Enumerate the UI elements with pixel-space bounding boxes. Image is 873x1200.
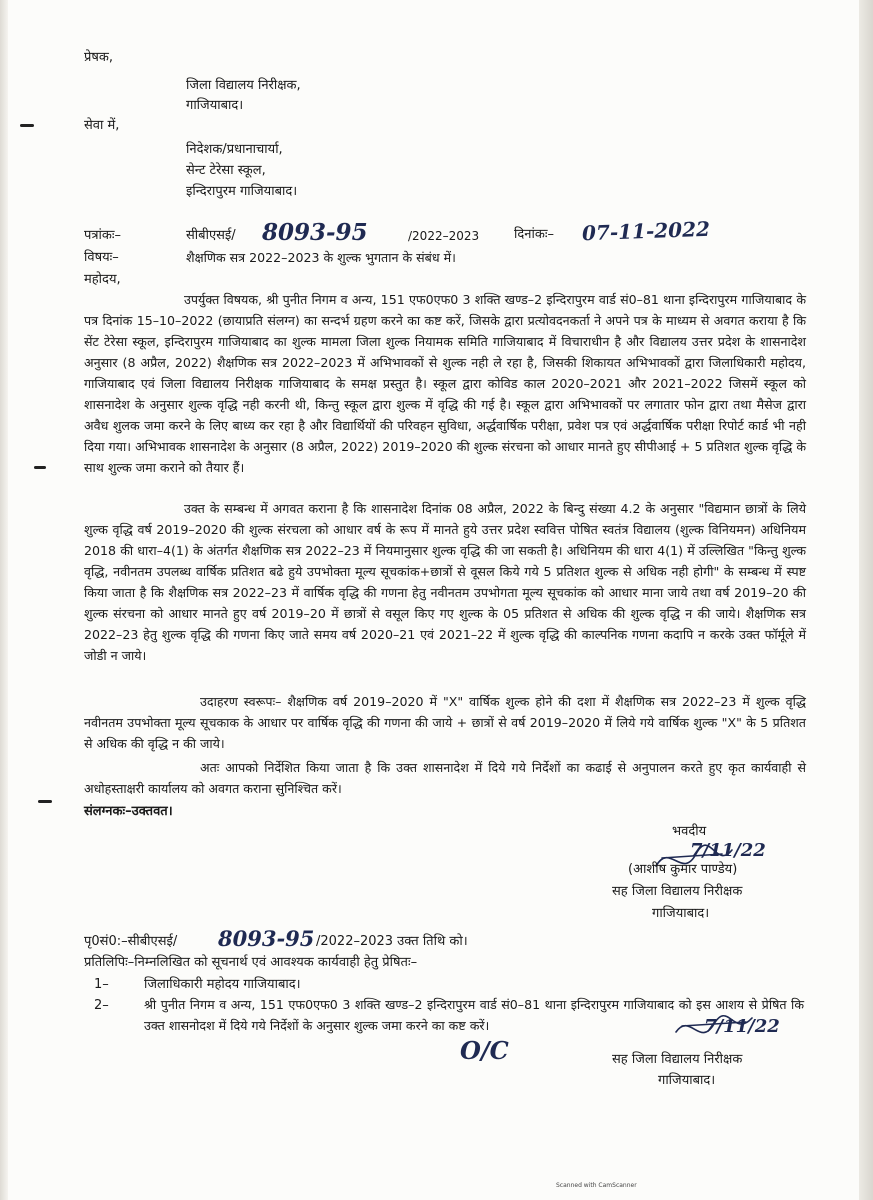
signatory-title: सह जिला विद्यालय निरीक्षक — [612, 884, 743, 899]
signatory-place: गाजियाबाद। — [652, 906, 710, 921]
body-paragraph-1: उपर्युक्त विषयक, श्री पुनीत निगम व अन्य, 151 एफ0एफ0 3 शक्ति खण्ड–2 इन्दिरापुरम वार्ड सं0–81 थाना इन्दिरापुरम गाजियाबाद के पत्र दिनांक 15–10–2022 (छायाप्रति संलग्न) का सन्दर्भ ग्रहण करने का कष्ट करें, जिसके द्वारा प्रत्योवदनकर्ता ने अपने पत्र के माध्यम से अवगत कराया है कि सेंट टेरेसा स्कूल, इन्दिरापुरम गाजियाबाद का शुल्क मामला जिला शुल्क नियामक समिति गाजियाबाद में विचाराधीन है और विद्यालय उत्तर प्रदेश के शासनादेश अनुसार (8 अप्रैल, 2022) शैक्षणिक सत्र 2022–2023 में अभिभावकों से शुल्क नही ले रहा है, जिसकी शिकायत अभिभावकों द्वारा जिलाधिकारी महोदय, गाजियाबाद एवं जिला विद्यालय निरीक्षक गाजियाबाद के समक्ष प्रस्तुत है। स्कूल द्वारा कोविड काल 2020–2021 और 2021–2022 जिसमें स्कूल को शासनादेश के अनुसार शुल्क वृद्धि नही करनी थी, किन्तु स्कूल द्वारा शुल्क में वृद्धि की गई है। स्कूल द्वारा अभिभावकों पर लगातार फोन द्वारा तथा मैसेज द्वारा अवैध शुलक जमा करने के लिए बाध्य कर रहा है और विद्यार्थियों की परिवहन सुविधा, अर्द्धवार्षिक परीक्षा, प्रवेश पत्र एवं अर्द्धवार्षिक परीक्षा रिपोर्ट कार्ड भी नही दिया गया। अभिभावक शासनादेश के अनुसार (8 अप्रैल, 2022) 2019–2020 की शुल्क संरचना को आधार मानते हुए सीपीआई + 5 प्रतिशत शुल्क वृद्धि के साथ शुल्क जमा कराने को तैयार हैं। — [84, 292, 806, 475]
copy-intro: प्रतिलिपिः–निम्नलिखित को सूचनार्थ एवं आवश्यक कार्यवाही हेतु प्रेषितः– — [84, 955, 418, 970]
ref-year: /2022–2023 — [408, 229, 480, 243]
copy-item-2-text: श्री पुनीत निगम व अन्य, 151 एफ0एफ0 3 शक्ति खण्ड–2 इन्दिरापुरम वार्ड सं0–81 थाना इन्दिरापुरम गाजियाबाद को इस आशय से प्रेषित कि उक्त शासनोदश में दिये गये निर्देशों के अनुसार शुल्क जमा करने का कष्ट करें। — [144, 997, 804, 1033]
body-paragraph-4: अतः आपको निर्देशित किया जाता है कि उक्त शासनादेश में दिये गये निर्देशों का कढाई से अनुपालन करते हुए कृत कार्यवाही से अधोहस्ताक्षरी कार्यालय को अवगत कराना सुनिश्चित करें। — [84, 760, 806, 796]
margin-mark — [20, 124, 34, 127]
to-line-2: सेन्ट टेरेसा स्कूल, — [186, 163, 266, 178]
copy-item-1-number: 1– — [94, 977, 109, 992]
margin-mark — [34, 466, 46, 469]
signatory-name: (आशीष कुमार पाण्डेय) — [628, 862, 738, 877]
subject-text: शैक्षणिक सत्र 2022–2023 के शुल्क भुगतान के संबंध में। — [186, 250, 456, 265]
signatory-title-2: सह जिला विद्यालय निरीक्षक — [612, 1052, 743, 1067]
page-edge-shadow-right — [859, 0, 873, 1200]
signature-date-2: 7/11/22 — [704, 1016, 780, 1037]
copy-ref-prefix: पृ0सं0:–सीबीएसई/ — [84, 934, 178, 949]
enclosure-line: संलग्नकः–उक्तवत। — [84, 804, 173, 819]
body-paragraph-3: उदाहरण स्वरूपः– शैक्षणिक वर्ष 2019–2020 में "X" वार्षिक शुल्क होने की दशा में शैक्षणिक सत्र 2022–23 में शुल्क वृद्धि नवीनतम उपभोक्ता मूल्य सूचकाक के आधार पर वार्षिक वृद्धि की गणना की जाये + छात्रों से वर्ष 2019–2020 में लिये गये वार्षिक शुल्क "X" के 5 प्रतिशत से अधिक की वृद्धि न की जाये। — [84, 694, 806, 751]
margin-mark — [38, 800, 52, 803]
to-label: सेवा में, — [84, 118, 120, 133]
scanner-watermark: Scanned with CamScanner — [556, 1182, 637, 1189]
date-label: दिनांकः– — [514, 227, 554, 242]
to-line-3: इन्दिरापुरम गाजियाबाद। — [186, 184, 298, 199]
copy-item-2-number: 2– — [94, 998, 109, 1013]
ref-number-handwritten: 8093-95 — [262, 219, 368, 246]
to-line-1: निदेशक/प्रधानाचार्या, — [186, 142, 283, 157]
signatory-place-2: गाजियाबाद। — [658, 1073, 716, 1088]
oc-mark: O/C — [460, 1036, 509, 1065]
copy-item-1-text: जिलाधिकारी महोदय गाजियाबाद। — [144, 977, 301, 992]
copy-ref-suffix: /2022–2023 उक्त तिथि को। — [316, 934, 468, 949]
salutation: महोदय, — [84, 272, 121, 287]
from-line-2: गाजियाबाद। — [186, 98, 244, 113]
page-edge-shadow-left — [0, 0, 8, 1200]
from-line-1: जिला विद्यालय निरीक्षक, — [186, 78, 301, 93]
closing: भवदीय — [672, 824, 707, 839]
date-handwritten: 07-11-2022 — [581, 216, 711, 246]
ref-prefix: सीबीएसई/ — [186, 228, 236, 243]
from-label: प्रेषक, — [84, 50, 114, 65]
copy-ref-number-handwritten: 8093-95 — [218, 926, 315, 951]
signature-date-1: 7/11/22 — [690, 840, 766, 861]
ref-label: पत्रांकः– — [84, 228, 122, 243]
subject-label: विषयः– — [84, 250, 119, 265]
body-paragraph-2: उक्त के सम्बन्ध में अगवत कराना है कि शासनादेश दिनांक 08 अप्रैल, 2022 के बिन्दु संख्या 4.2 के अनुसार "विद्यमान छात्रों के लिये शुल्क वृद्धि वर्ष 2019–2020 की शुल्क संरचला को आधार वर्ष के रूप में मानते हुये उत्तर प्रदेश स्ववित्त पोषित स्वतंत्र विद्यालय (शुल्क विनियमन) अधिनियम 2018 की धारा–4(1) के अंतर्गत शैक्षणिक सत्र 2022–23 में नियमानुसार शुल्क वृद्धि की जा सकती है। अधिनियम की धारा 4(1) में उल्लिखित "किन्तु शुल्क वृद्धि, नवीनतम उपलब्ध वार्षिक प्रतिशत बढे हुये उपभोक्ता मूल्य सूचकांक+छात्रों से वूसल किये गये 5 प्रतिशत शुल्क से अधिक नही होगी" के सम्बन्ध में स्पष्ट किया जाता है कि शैक्षणिक सत्र 2022–23 में वार्षिक वृद्धि की गणना हेतु नवीनतम उपभोगता मूल्य सूचकांक को आधार माना जाये तथा वर्ष 2019–20 की शुल्क संरचना को आधार मानते हुए वर्ष 2019–20 में छात्रों से वसूल किए गए शुल्क के 05 प्रतिशत से अधिक की शुल्क वृद्धि न की जाये। शैक्षणिक सत्र 2022–23 हेतु शुल्क वृद्धि की गणना किए जाते समय वर्ष 2020–21 एवं 2021–22 में शुल्क वृद्धि की काल्पनिक गणना कदापि न करके उक्त फॉर्मूले में जोडी न जाये। — [84, 501, 806, 663]
